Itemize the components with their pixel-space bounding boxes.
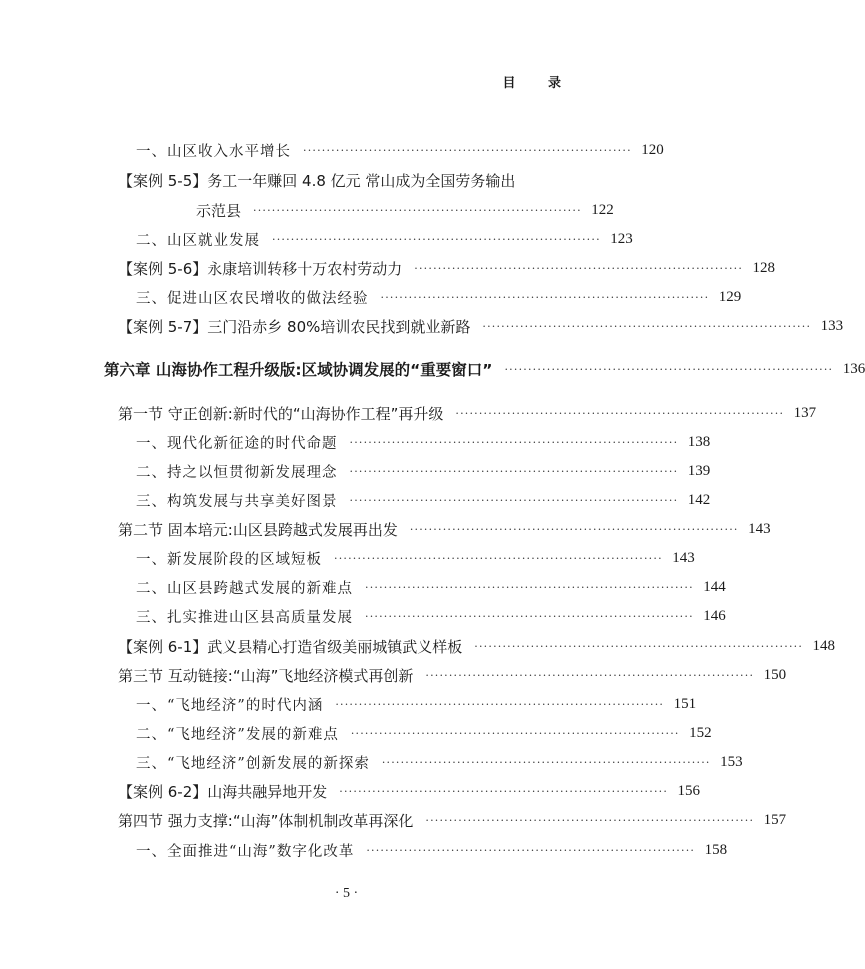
dot-leader: ······································································ xyxy=(482,319,812,333)
toc-page-number: 152 xyxy=(689,724,712,741)
toc-entry-title: 【案例 6-2】山海共融异地开发 xyxy=(118,782,328,801)
toc-page-number: 158 xyxy=(704,841,728,858)
dot-leader: ······································································ xyxy=(349,493,679,507)
toc-entry-title: 【案例 6-1】武义县精心打造省级美丽城镇武义样板 xyxy=(118,637,463,656)
toc-entry-title: 二、山区就业发展 xyxy=(136,232,260,249)
dot-leader: ······································································ xyxy=(253,203,582,217)
dot-leader: ······································································ xyxy=(334,551,663,565)
toc-entry-title: 三、“飞地经济”创新发展的新探索 xyxy=(136,755,370,772)
toc-entry-title: 【案例 5-6】永康培训转移十万农村劳动力 xyxy=(118,259,403,278)
toc-entry[interactable] xyxy=(0,167,693,193)
toc-entry-title: 【案例 5-7】三门沿赤乡 80%培训农民找到就业新路 xyxy=(118,317,471,336)
toc-entry[interactable] xyxy=(0,255,776,281)
toc-entry-title: 第二节 固本培元:山区县跨越式发展再出发 xyxy=(118,520,398,539)
toc-page-number: 128 xyxy=(752,259,776,276)
dot-leader: ······································································ xyxy=(425,668,755,682)
toc-entry[interactable] xyxy=(0,226,693,252)
toc-entry[interactable] xyxy=(0,633,836,659)
toc-entry[interactable] xyxy=(0,778,701,804)
toc-entry[interactable] xyxy=(0,837,728,863)
toc-entry[interactable] xyxy=(0,284,742,310)
toc-entry-title: 一、“飞地经济”的时代内涵 xyxy=(136,697,324,714)
toc-page-number: 157 xyxy=(763,811,787,828)
toc-entry-title: 三、促进山区农民增收的做法经验 xyxy=(136,290,369,307)
page-header-title: 目 录 xyxy=(502,76,575,91)
toc-entry-title: 二、“飞地经济”发展的新难点 xyxy=(136,726,339,743)
dot-leader: ······································································ xyxy=(339,784,669,798)
toc-entry-title: 一、新发展阶段的区域短板 xyxy=(136,551,322,568)
toc-section[interactable] xyxy=(0,807,787,833)
toc-entry[interactable] xyxy=(0,749,743,775)
dot-leader: ······································································ xyxy=(349,435,679,449)
toc-page-number: 123 xyxy=(610,230,633,247)
toc-page-number: 146 xyxy=(703,607,726,624)
toc-entry-title: 第四节 强力支撑:“山海”体制机制改革再深化 xyxy=(118,811,414,830)
toc-section[interactable] xyxy=(0,516,771,542)
dot-leader: ······································································ xyxy=(409,522,739,536)
toc-page-number: 148 xyxy=(812,637,836,654)
toc-entry[interactable] xyxy=(0,545,693,571)
toc-page-number: 120 xyxy=(641,141,664,158)
toc-entry[interactable] xyxy=(0,429,711,455)
toc-page-number: 156 xyxy=(677,782,701,799)
dot-leader: ······································································ xyxy=(272,232,601,246)
toc-page-number: 143 xyxy=(672,549,695,566)
toc-entry-title: 一、现代化新征途的时代命题 xyxy=(136,435,338,452)
dot-leader: ······································································ xyxy=(366,843,696,857)
toc-entry-title: 一、山区收入水平增长 xyxy=(136,143,291,160)
dot-leader: ······································································ xyxy=(350,726,680,740)
toc-entry-title: 三、构筑发展与共享美好图景 xyxy=(136,493,338,510)
dot-leader: ······································································ xyxy=(303,143,632,157)
dot-leader: ······································································ xyxy=(381,755,711,769)
toc-entry-title: 第三节 互动链接:“山海”飞地经济模式再创新 xyxy=(118,666,414,685)
toc-page-number: 142 xyxy=(687,491,711,508)
toc-page-number: 137 xyxy=(793,404,817,421)
toc-page-number: 133 xyxy=(820,317,844,334)
toc-entry[interactable] xyxy=(0,691,697,717)
toc-page-number: 144 xyxy=(703,578,726,595)
dot-leader: ······································································ xyxy=(474,639,804,653)
toc-page-number: 136 xyxy=(842,360,865,377)
toc-page-number: 153 xyxy=(720,753,743,770)
toc-entry-title: 二、持之以恒贯彻新发展理念 xyxy=(136,464,338,481)
toc-page-number: 138 xyxy=(687,433,711,450)
toc-entry[interactable] xyxy=(0,574,726,600)
toc-entry-title: 三、扎实推进山区县高质量发展 xyxy=(136,609,353,626)
dot-leader: ······································································ xyxy=(455,406,785,420)
toc-page-number: 150 xyxy=(763,666,787,683)
dot-leader: ······································································ xyxy=(365,609,694,623)
toc-entry-title: 一、全面推进“山海”数字化改革 xyxy=(136,843,355,860)
toc-page-number: 129 xyxy=(718,288,742,305)
toc-page-number: 139 xyxy=(687,462,711,479)
toc-page-number: 143 xyxy=(748,520,771,537)
dot-leader: ······································································ xyxy=(365,580,694,594)
dot-leader: ······································································ xyxy=(504,362,834,376)
toc-page-number: 122 xyxy=(591,201,614,218)
toc-entry[interactable] xyxy=(0,487,711,513)
toc-entry-title: 示范县 xyxy=(196,201,242,220)
toc-section[interactable] xyxy=(0,400,817,426)
toc-entry-continuation[interactable] xyxy=(0,197,693,223)
toc-entry-title: 第一节 守正创新:新时代的“山海协作工程”再升级 xyxy=(118,404,444,423)
toc-entry-title: 二、山区县跨越式发展的新难点 xyxy=(136,580,353,597)
page-footer-number: · 5 · xyxy=(334,886,359,901)
toc-chapter[interactable] xyxy=(0,356,865,382)
dot-leader: ······································································ xyxy=(414,261,744,275)
toc-entry-title: 第六章 山海协作工程升级版:区域协调发展的“重要窗口” xyxy=(104,361,493,379)
toc-entry[interactable] xyxy=(0,137,693,163)
toc-entry[interactable] xyxy=(0,720,712,746)
toc-page-number: 151 xyxy=(673,695,697,712)
dot-leader: ······································································ xyxy=(425,813,755,827)
toc-entry[interactable] xyxy=(0,458,711,484)
toc-section[interactable] xyxy=(0,662,787,688)
toc-entry-title: 【案例 5-5】务工一年赚回 4.8 亿元 常山成为全国劳务输出 xyxy=(118,171,516,190)
dot-leader: ······································································ xyxy=(349,464,679,478)
dot-leader: ······································································ xyxy=(380,290,710,304)
toc-entry[interactable] xyxy=(0,603,726,629)
toc-entry[interactable] xyxy=(0,313,844,339)
dot-leader: ······································································ xyxy=(335,697,665,711)
